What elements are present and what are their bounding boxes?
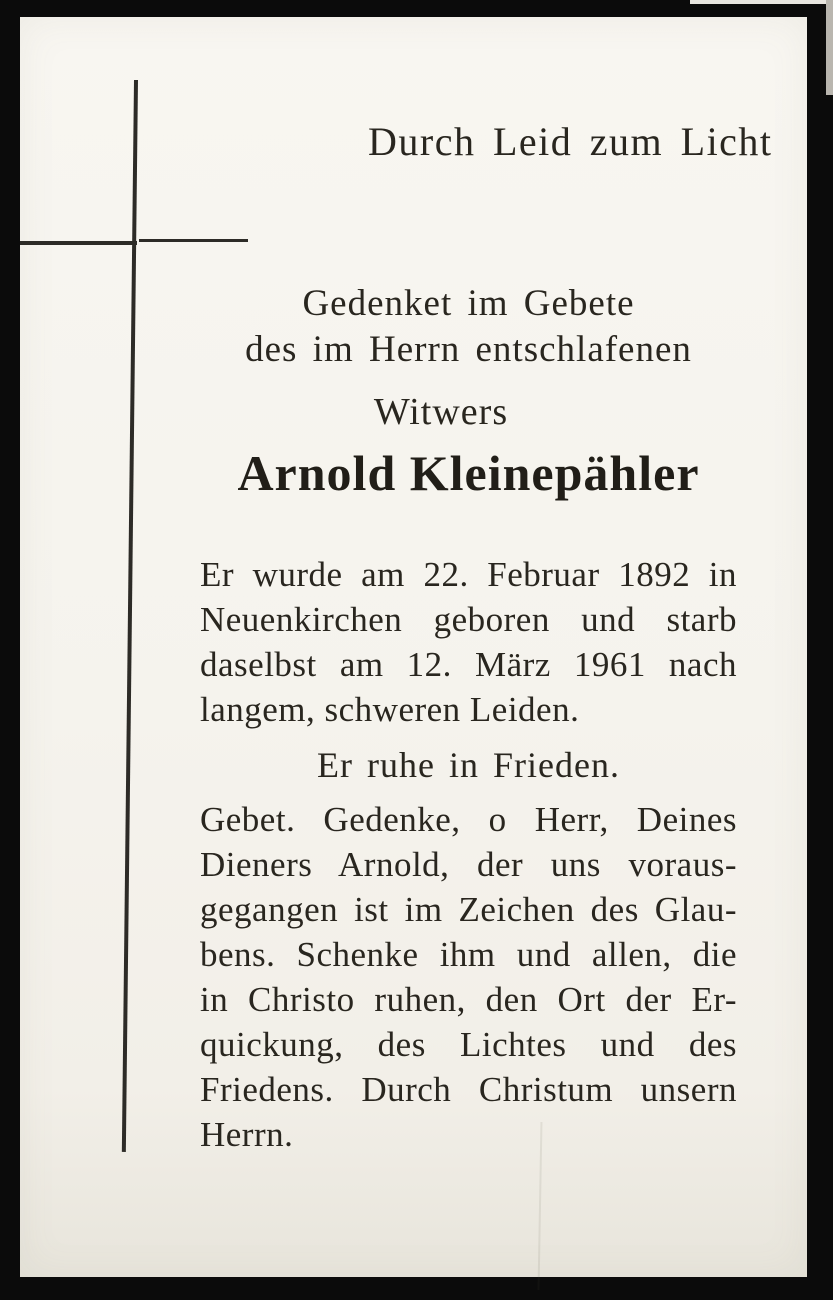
- intro-line: des im Herrn entschlafenen: [245, 329, 692, 370]
- intro-line: Gedenket im Gebete: [302, 283, 635, 324]
- scan-edge-sliver: [690, 0, 833, 4]
- prayer-line: Herrn.: [200, 1115, 294, 1154]
- biography-line: daselbst am 12. März 1961 nach: [200, 645, 737, 684]
- prayer-line: Friedens. Durch Christum unsern: [200, 1070, 737, 1109]
- relation-title: Witwers: [373, 391, 509, 433]
- prayer-line: Gebet. Gedenke, o Herr, Deines: [200, 800, 737, 839]
- motto: Durch Leid zum Licht: [368, 119, 773, 164]
- deceased-name: Arnold Kleinepähler: [237, 445, 700, 501]
- scan-edge-strip: [826, 0, 833, 95]
- biography-line: langem, schweren Leiden.: [200, 690, 580, 729]
- prayer-line: quickung, des Lichtes und des: [200, 1025, 737, 1064]
- cross-horizontal-bar-left: [20, 241, 137, 245]
- prayer-line: gegangen ist im Zeichen des Glau-: [200, 890, 737, 929]
- biography-paragraph: [200, 552, 737, 732]
- biography-line: Er wurde am 22. Februar 1892 in: [200, 555, 737, 594]
- rest-in-peace-line: Er ruhe in Frieden.: [317, 745, 620, 785]
- intro: [200, 281, 737, 373]
- prayer-paragraph: [200, 797, 737, 1157]
- prayer-line: Dieners Arnold, der uns voraus-: [200, 845, 737, 884]
- prayer-line: in Christo ruhen, den Ort der Er-: [200, 980, 737, 1019]
- prayer-line: bens. Schenke ihm und allen, die: [200, 935, 737, 974]
- cross-horizontal-bar-right: [139, 239, 248, 242]
- biography-line: Neuenkirchen geboren und starb: [200, 600, 737, 639]
